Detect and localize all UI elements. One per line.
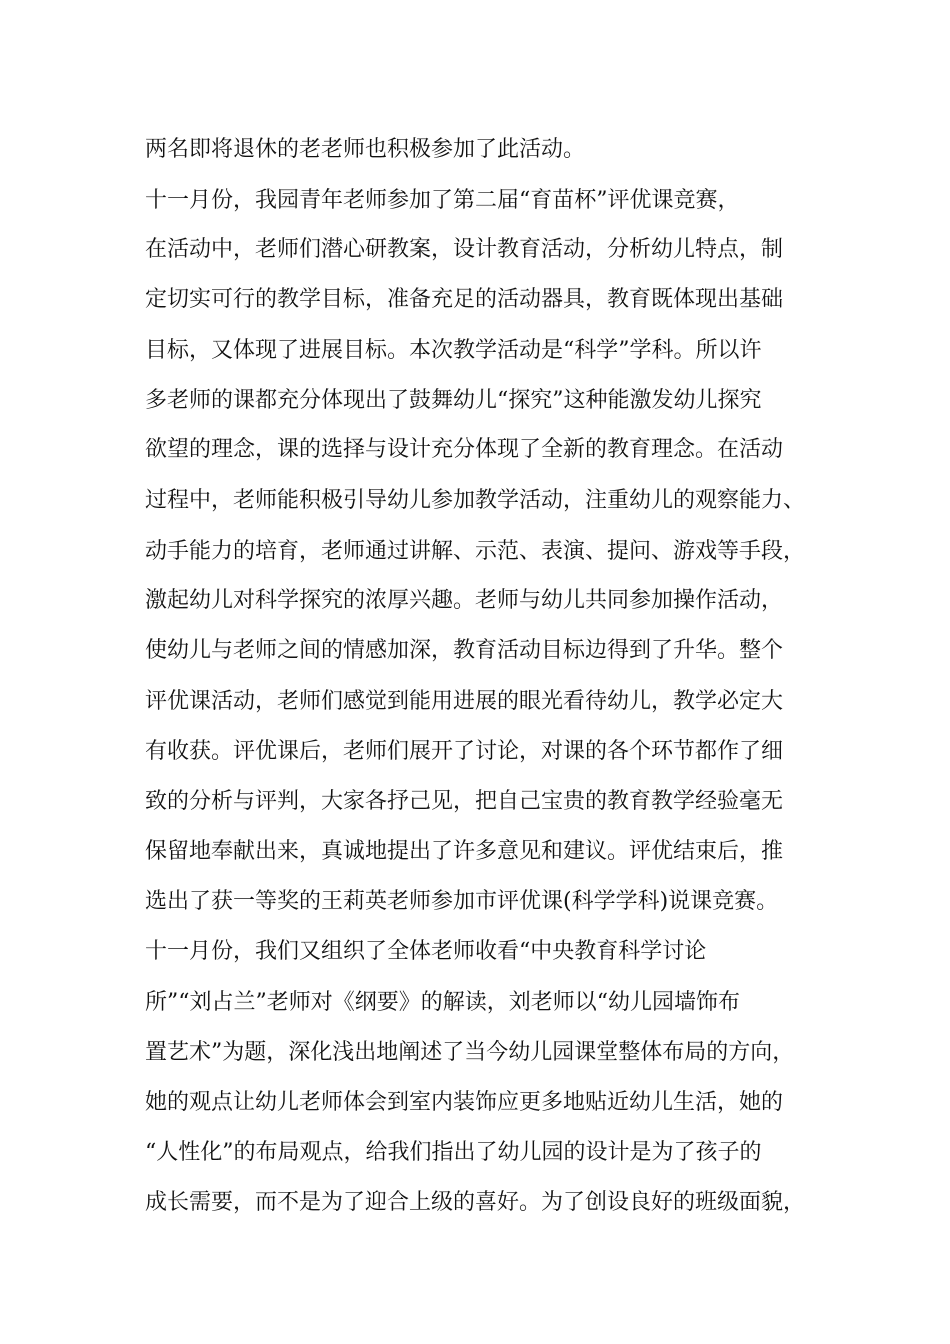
text-line: 选出了获一等奖的王莉英老师参加市评优课(科学学科)说课竞赛。 — [145, 889, 779, 914]
text-line: 保留地奉献出来，真诚地提出了许多意见和建议。评优结束后，推 — [145, 839, 784, 864]
text-line: 在活动中，老师们潜心研教案，设计教育活动，分析幼儿特点，制 — [145, 237, 784, 262]
text-line: 致的分析与评判，大家各抒己见，把自己宝贵的教育教学经验毫无 — [145, 789, 784, 814]
text-line: 所”“刘占兰”老师对《纲要》的解读，刘老师以“幼儿园墙饰布 — [145, 990, 740, 1015]
text-line: 使幼儿与老师之间的情感加深，教育活动目标边得到了升华。整个 — [145, 638, 784, 663]
text-line: 成长需要，而不是为了迎合上级的喜好。为了创设良好的班级面貌， — [145, 1190, 806, 1215]
text-line: 激起幼儿对科学探究的浓厚兴趣。老师与幼儿共同参加操作活动， — [145, 588, 784, 613]
text-line: 过程中，老师能积极引导幼儿参加教学活动，注重幼儿的观察能力、 — [145, 488, 806, 513]
text-line: 她的观点让幼儿老师体会到室内装饰应更多地贴近幼儿生活，她的 — [145, 1090, 784, 1115]
text-line: 欲望的理念，课的选择与设计充分体现了全新的教育理念。在活动 — [145, 437, 784, 462]
text-line: 十一月份，我园青年老师参加了第二届“育苗杯”评优课竞赛， — [145, 188, 740, 213]
text-line: 多老师的课都充分体现出了鼓舞幼儿“探究”这种能激发幼儿探究 — [145, 388, 762, 413]
text-line: 目标，又体现了进展目标。本次教学活动是“科学”学科。所以许 — [145, 338, 762, 363]
text-line: 十一月份，我们又组织了全体老师收看“中央教育科学讨论 — [145, 939, 707, 964]
text-line: 两名即将退休的老老师也积极参加了此活动。 — [145, 137, 586, 162]
text-line: 定切实可行的教学目标，准备充足的活动器具，教育既体现出基础 — [145, 287, 784, 312]
text-line: “人性化”的布局观点，给我们指出了幼儿园的设计是为了孩子的 — [145, 1140, 762, 1165]
text-line: 评优课活动，老师们感觉到能用进展的眼光看待幼儿，教学必定大 — [145, 689, 784, 714]
text-line: 有收获。评优课后，老师们展开了讨论，对课的各个环节都作了细 — [145, 739, 784, 764]
text-line: 置艺术”为题，深化浅出地阐述了当今幼儿园课堂整体布局的方向， — [145, 1040, 795, 1065]
text-line: 动手能力的培育，老师通过讲解、示范、表演、提问、游戏等手段， — [145, 539, 806, 564]
